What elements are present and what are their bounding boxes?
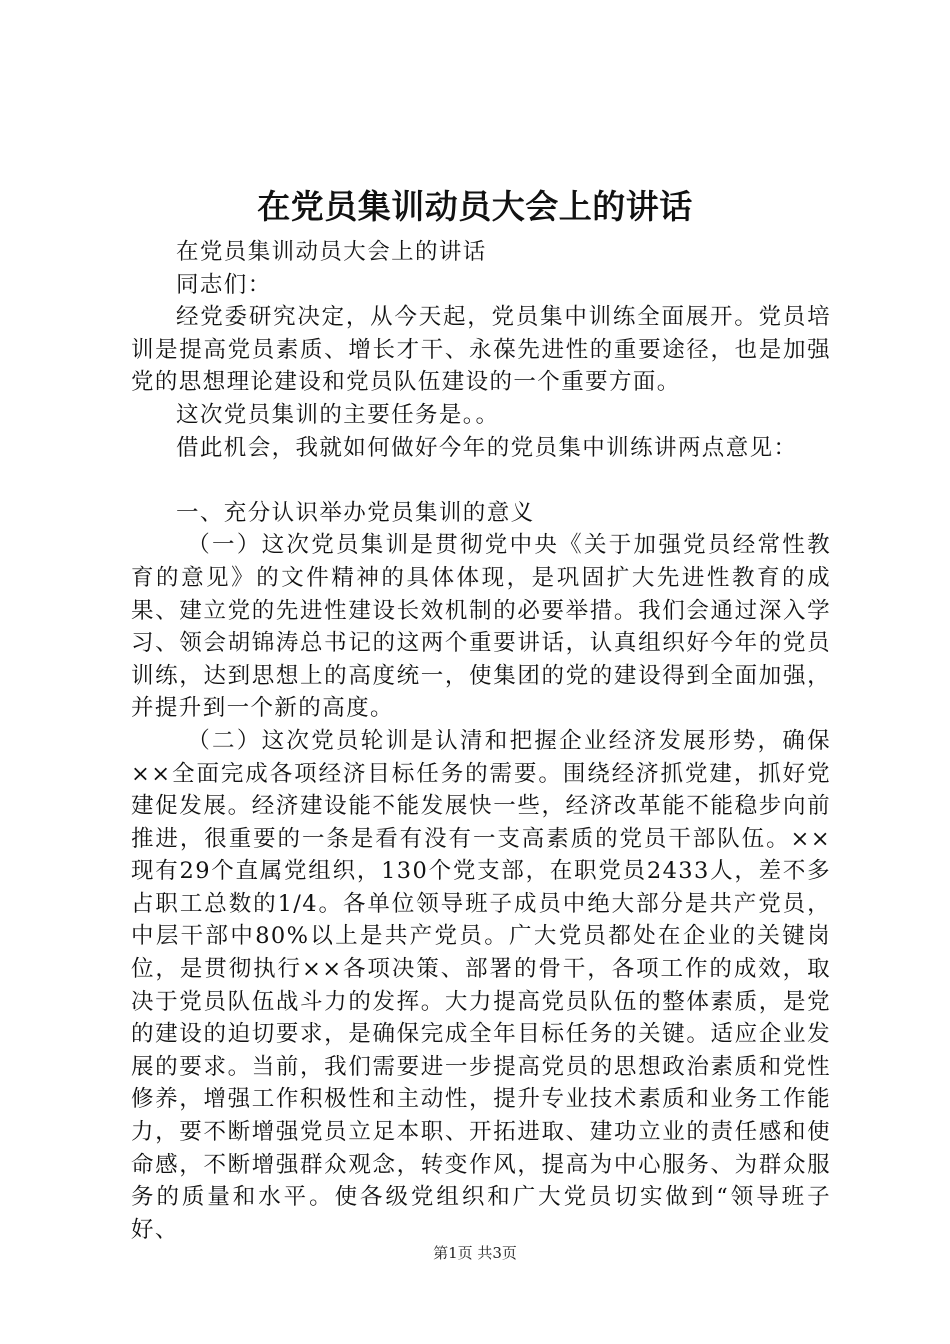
- body-paragraph: 借此机会，我就如何做好今年的党员集中训练讲两点意见：: [176, 434, 798, 461]
- body-paragraph-point-2: （二）这次党员轮训是认清和把握企业经济发展形势，确保××全面完成各项经济目标任务的需要。围绕经济抓党建，抓好党建促发展。经济建设能不能发展快一些，经济改革能不能稳步向前推进，很重要的一条是看有没有一支高素质的党员干部队伍。××现有29个直属党组织，130个党支部，在职党员2433人，差不多占职工总数的1/4。各单位领导班子成员中绝大部分是共产党员，中层干部中80%以上是共产党员。广大党员都处在企业的关键岗位，是贯彻执行××各项决策、部署的骨干，各项工作的成效，取决于党员队伍战斗力的发挥。大力提高党员队伍的整体素质，是党的建设的迫切要求，是确保完成全年目标任务的关键。适应企业发展的要求。当前，我们需要进一步提高党员的思想政治素质和党性修养，增强工作积极性和主动性，提升专业技术素质和业务工作能力，要不断增强党员立足本职、开拓进取、建功立业的责任感和使命感，不断增强群众观念，转变作风，提高为中心服务、为群众服务的质量和水平。使各级党组织和广大党员切实做到“领导班子好、: [131, 727, 831, 1243]
- body-paragraph: 经党委研究决定，从今天起，党员集中训练全面展开。党员培训是提高党员素质、增长才干、永葆先进性的重要途径，也是加强党的思想理论建设和党员队伍建设的一个重要方面。: [131, 304, 831, 396]
- blank-line: [131, 464, 831, 497]
- body-paragraph-point-1: （一）这次党员集训是贯彻党中央《关于加强党员经常性教育的意见》的文件精神的具体体现，是巩固扩大先进性教育的成果、建立党的先进性建设长效机制的必要举措。我们会通过深入学习、领会胡锦涛总书记的这两个重要讲话，认真组织好今年的党员训练，达到思想上的高度统一，使集团的党的建设得到全面加强，并提升到一个新的高度。: [131, 532, 831, 722]
- document-title: 在党员集训动员大会上的讲话: [257, 187, 693, 226]
- document-body: [131, 236, 831, 1246]
- section-heading: 一、充分认识举办党员集训的意义: [176, 499, 535, 526]
- page-footer: 第1页 共3页: [433, 1244, 517, 1262]
- body-paragraph: 这次党员集训的主要任务是。。: [176, 401, 500, 428]
- body-paragraph-subtitle: 在党员集训动员大会上的讲话: [176, 239, 487, 265]
- body-paragraph-salutation: 同志们：: [176, 271, 272, 298]
